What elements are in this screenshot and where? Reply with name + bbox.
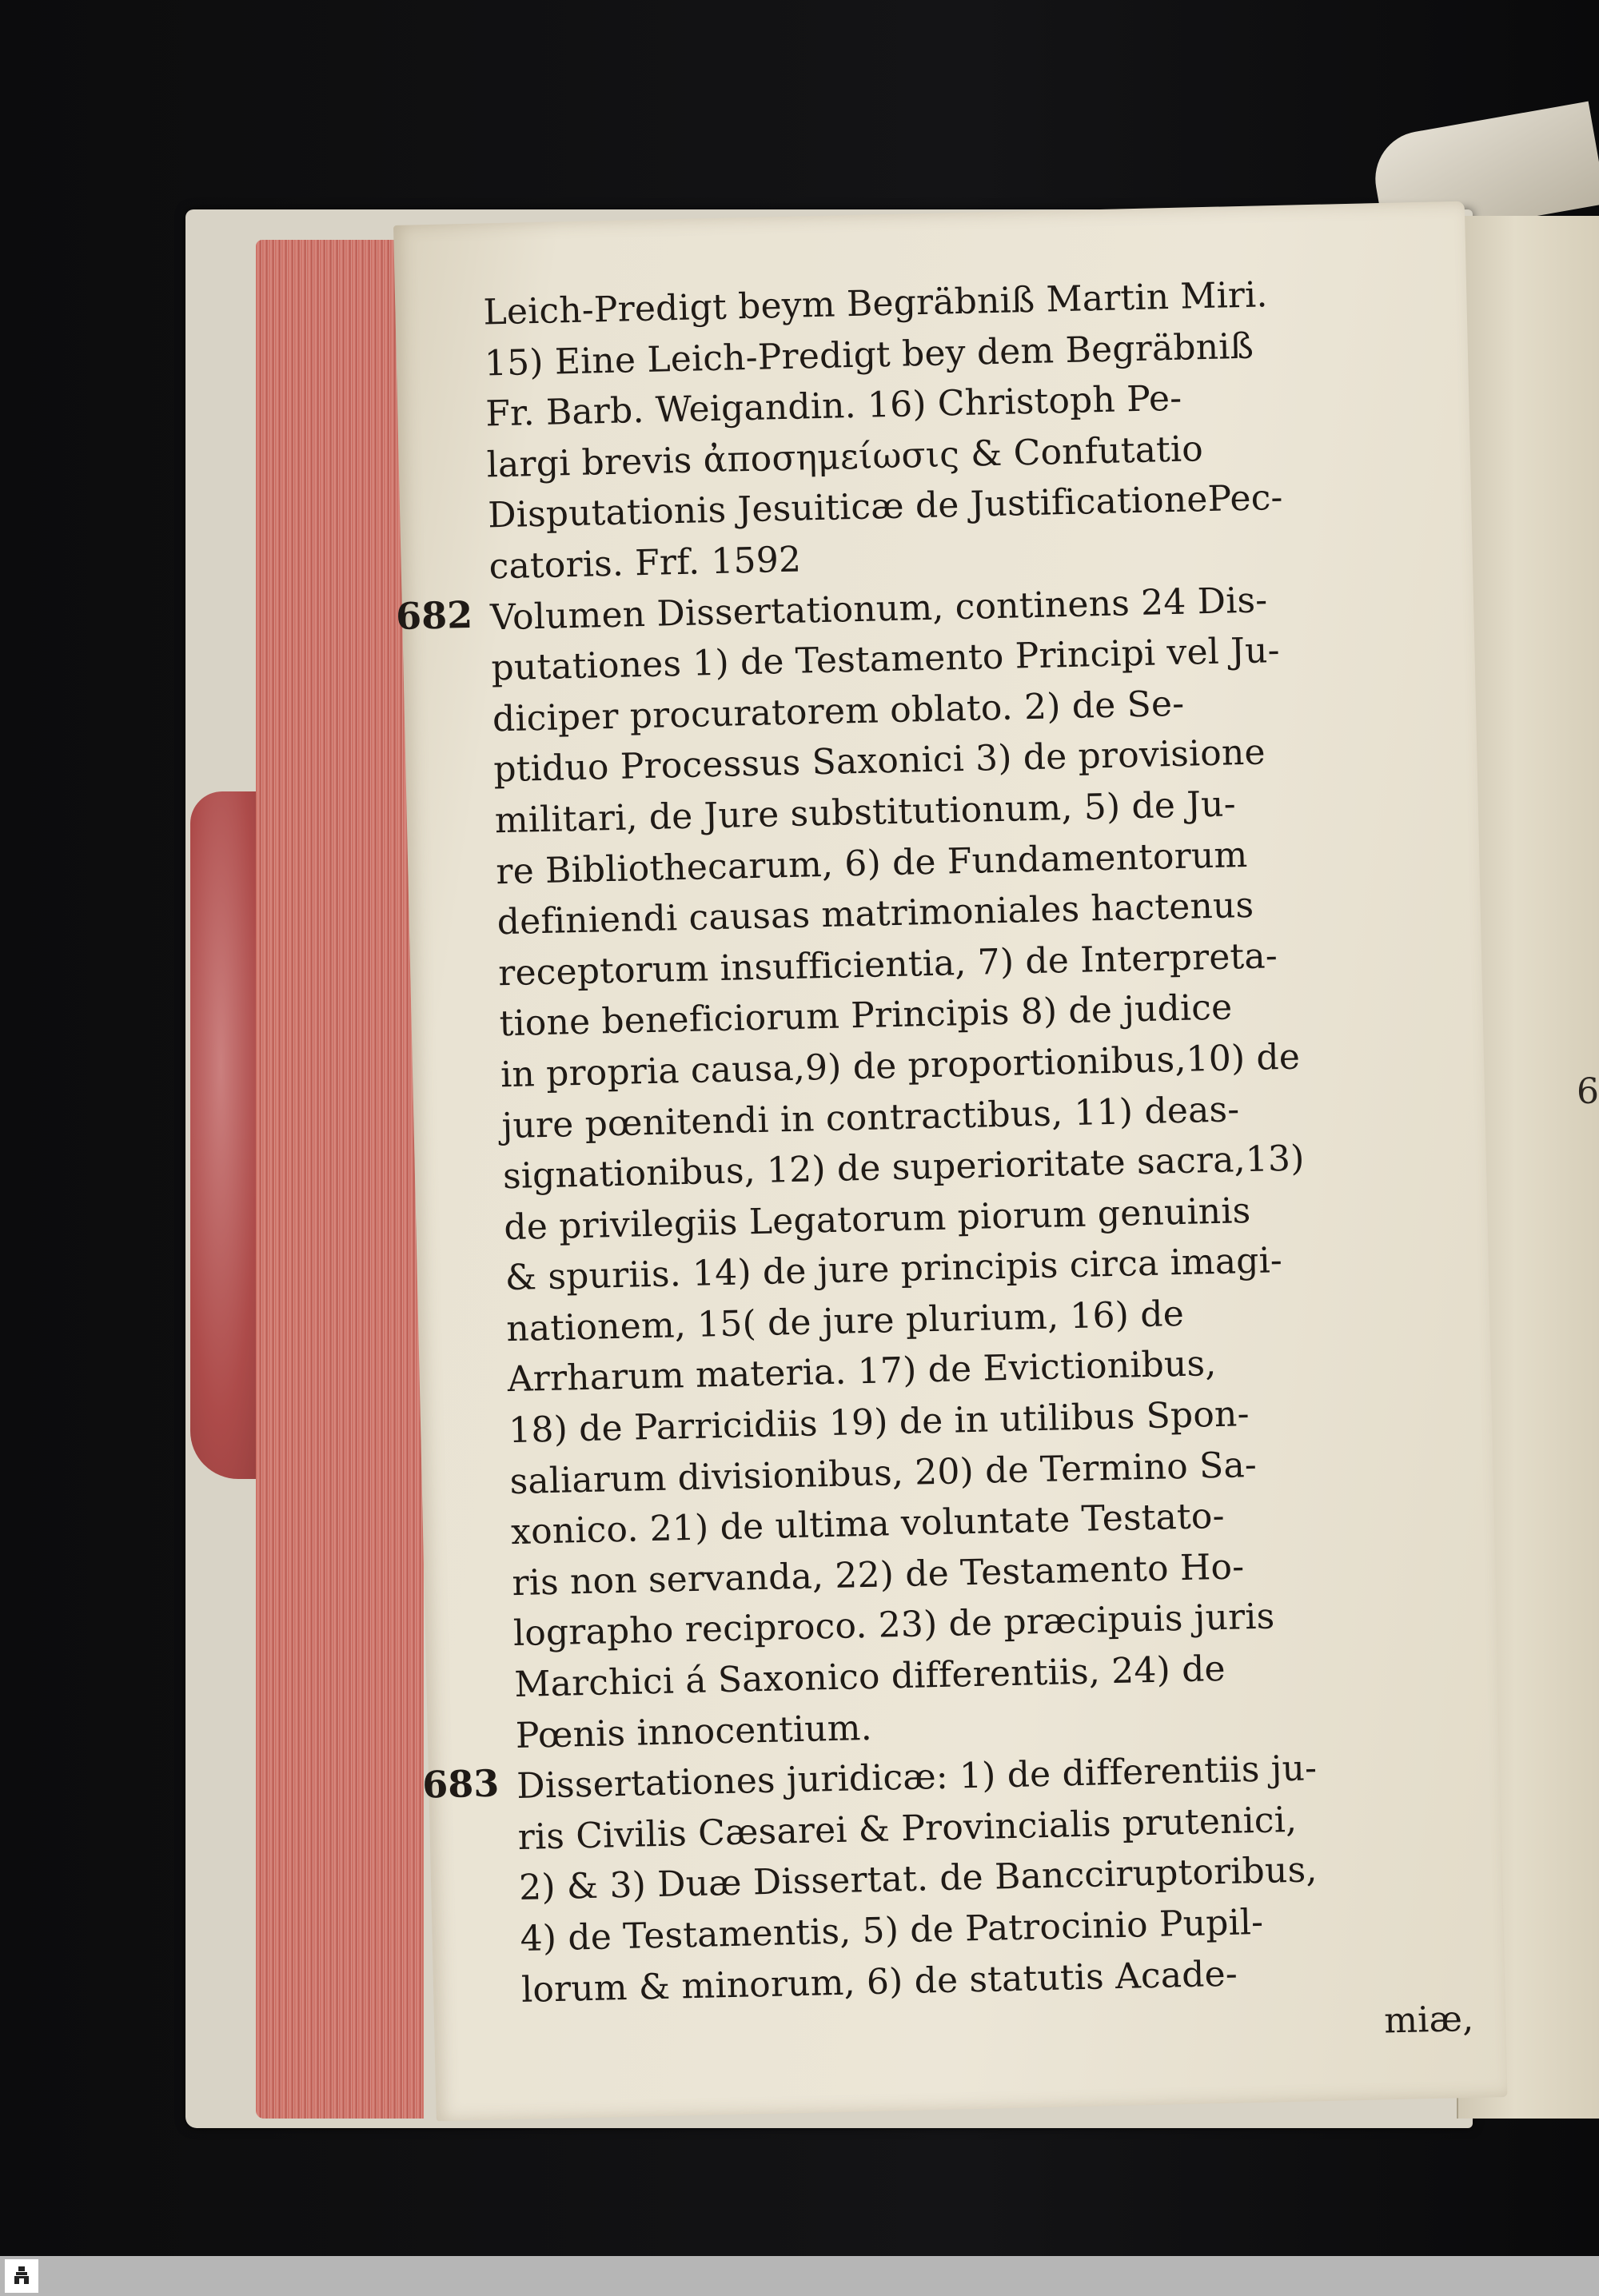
text-line: receptorum insufficientia, 7) de Interpreta- <box>497 935 1278 994</box>
text-line: lorum & minorum, 6) de statutis Acade- <box>520 1953 1238 2011</box>
text-line: signationibus, 12) de superioritate sacra,13) <box>502 1138 1306 1198</box>
text-line: Volumen Dissertationum, continens 24 Dis- <box>489 579 1268 638</box>
continuation-block <box>483 265 1441 592</box>
text-line: de privilegiis Legatorum piorum genuinis <box>503 1190 1251 1248</box>
catalog-entry-682 <box>395 571 1467 1761</box>
text-line: Leich-Predigt beym Begräbniß Martin Miri. <box>482 274 1269 333</box>
text-line: putationes 1) de Testamento Principi vel Ju- <box>491 630 1281 689</box>
page-text <box>395 265 1474 2066</box>
library-logo-graphic <box>10 2264 34 2288</box>
text-line: miæ, <box>1383 1999 1474 2042</box>
text-line: xonico. 21) de ultima voluntate Testato- <box>510 1496 1226 1553</box>
text-line: re Bibliothecarum, 6) de Fundamentorum <box>495 834 1248 892</box>
library-logo-icon <box>5 2259 38 2293</box>
text-line: & spuriis. 14) de jure principis circa imagi- <box>504 1240 1283 1299</box>
text-line: Fr. Barb. Weigandin. 16) Christoph Pe- <box>484 377 1182 435</box>
text-line: in propria causa,9) de proportionibus,10) de <box>500 1036 1301 1096</box>
text-line: largi brevis ἀποσημείωσις & Confutatio <box>486 428 1204 486</box>
text-line: 15) Eine Leich-Predigt bey dem Begräbniß <box>484 325 1254 385</box>
text-line: Dissertationes juridicæ: 1) de differentiis ju- <box>516 1748 1318 1808</box>
text-line: nationem, 15( de jure plurium, 16) de <box>505 1293 1185 1350</box>
text-line: 18) de Parricidiis 19) de in utilibus Spon- <box>508 1393 1250 1452</box>
entry-number: 683 <box>421 1761 500 1807</box>
text-line: catoris. Frf. 1592 <box>488 539 802 588</box>
text-line: saliarum divisionibus, 20) de Termino Sa- <box>509 1444 1258 1502</box>
book-page <box>393 201 1507 2122</box>
red-page-edges <box>256 240 424 2119</box>
text-line: 2) & 3) Duæ Dissertat. de Bancciruptoribus, <box>518 1849 1318 1909</box>
text-line: tione beneficiorum Principis 8) de judice <box>499 987 1233 1045</box>
text-line: lographo reciproco. 23) de præcipuis juris <box>512 1596 1275 1655</box>
text-line: 4) de Testamentis, 5) de Patrocinio Pupil- <box>520 1901 1264 1959</box>
text-line: jure pœnitendi in contractibus, 11) deas- <box>501 1088 1240 1146</box>
text-line: Disputationis Jesuiticæ de JustificationePec- <box>487 477 1284 536</box>
viewer-footer-strip <box>0 2256 1599 2296</box>
text-line: Marchici á Saxonico differentiis, 24) de <box>513 1648 1226 1706</box>
text-line: ris Civilis Cæsarei & Provincialis prutenici, <box>517 1799 1298 1858</box>
text-line: diciper procuratorem oblato. 2) de Se- <box>492 683 1185 740</box>
bookmark-ribbon <box>190 791 266 1479</box>
text-line: definiendi causas matrimoniales hactenus <box>496 884 1254 943</box>
text-line: Arrharum materia. 17) de Evictionibus, <box>507 1343 1217 1401</box>
text-line: ptiduo Processus Saxonici 3) de provisione <box>492 731 1266 791</box>
adjacent-page-fragment: 6 <box>1577 1071 1599 1112</box>
entry-number: 682 <box>395 592 473 638</box>
catalog-entry-683 <box>421 1740 1474 2066</box>
text-line: ris non servanda, 22) de Testamento Ho- <box>511 1546 1245 1604</box>
text-line: militari, de Jure substitutionum, 5) de Ju- <box>494 783 1237 842</box>
text-line: Pœnis innocentium. <box>515 1707 873 1756</box>
